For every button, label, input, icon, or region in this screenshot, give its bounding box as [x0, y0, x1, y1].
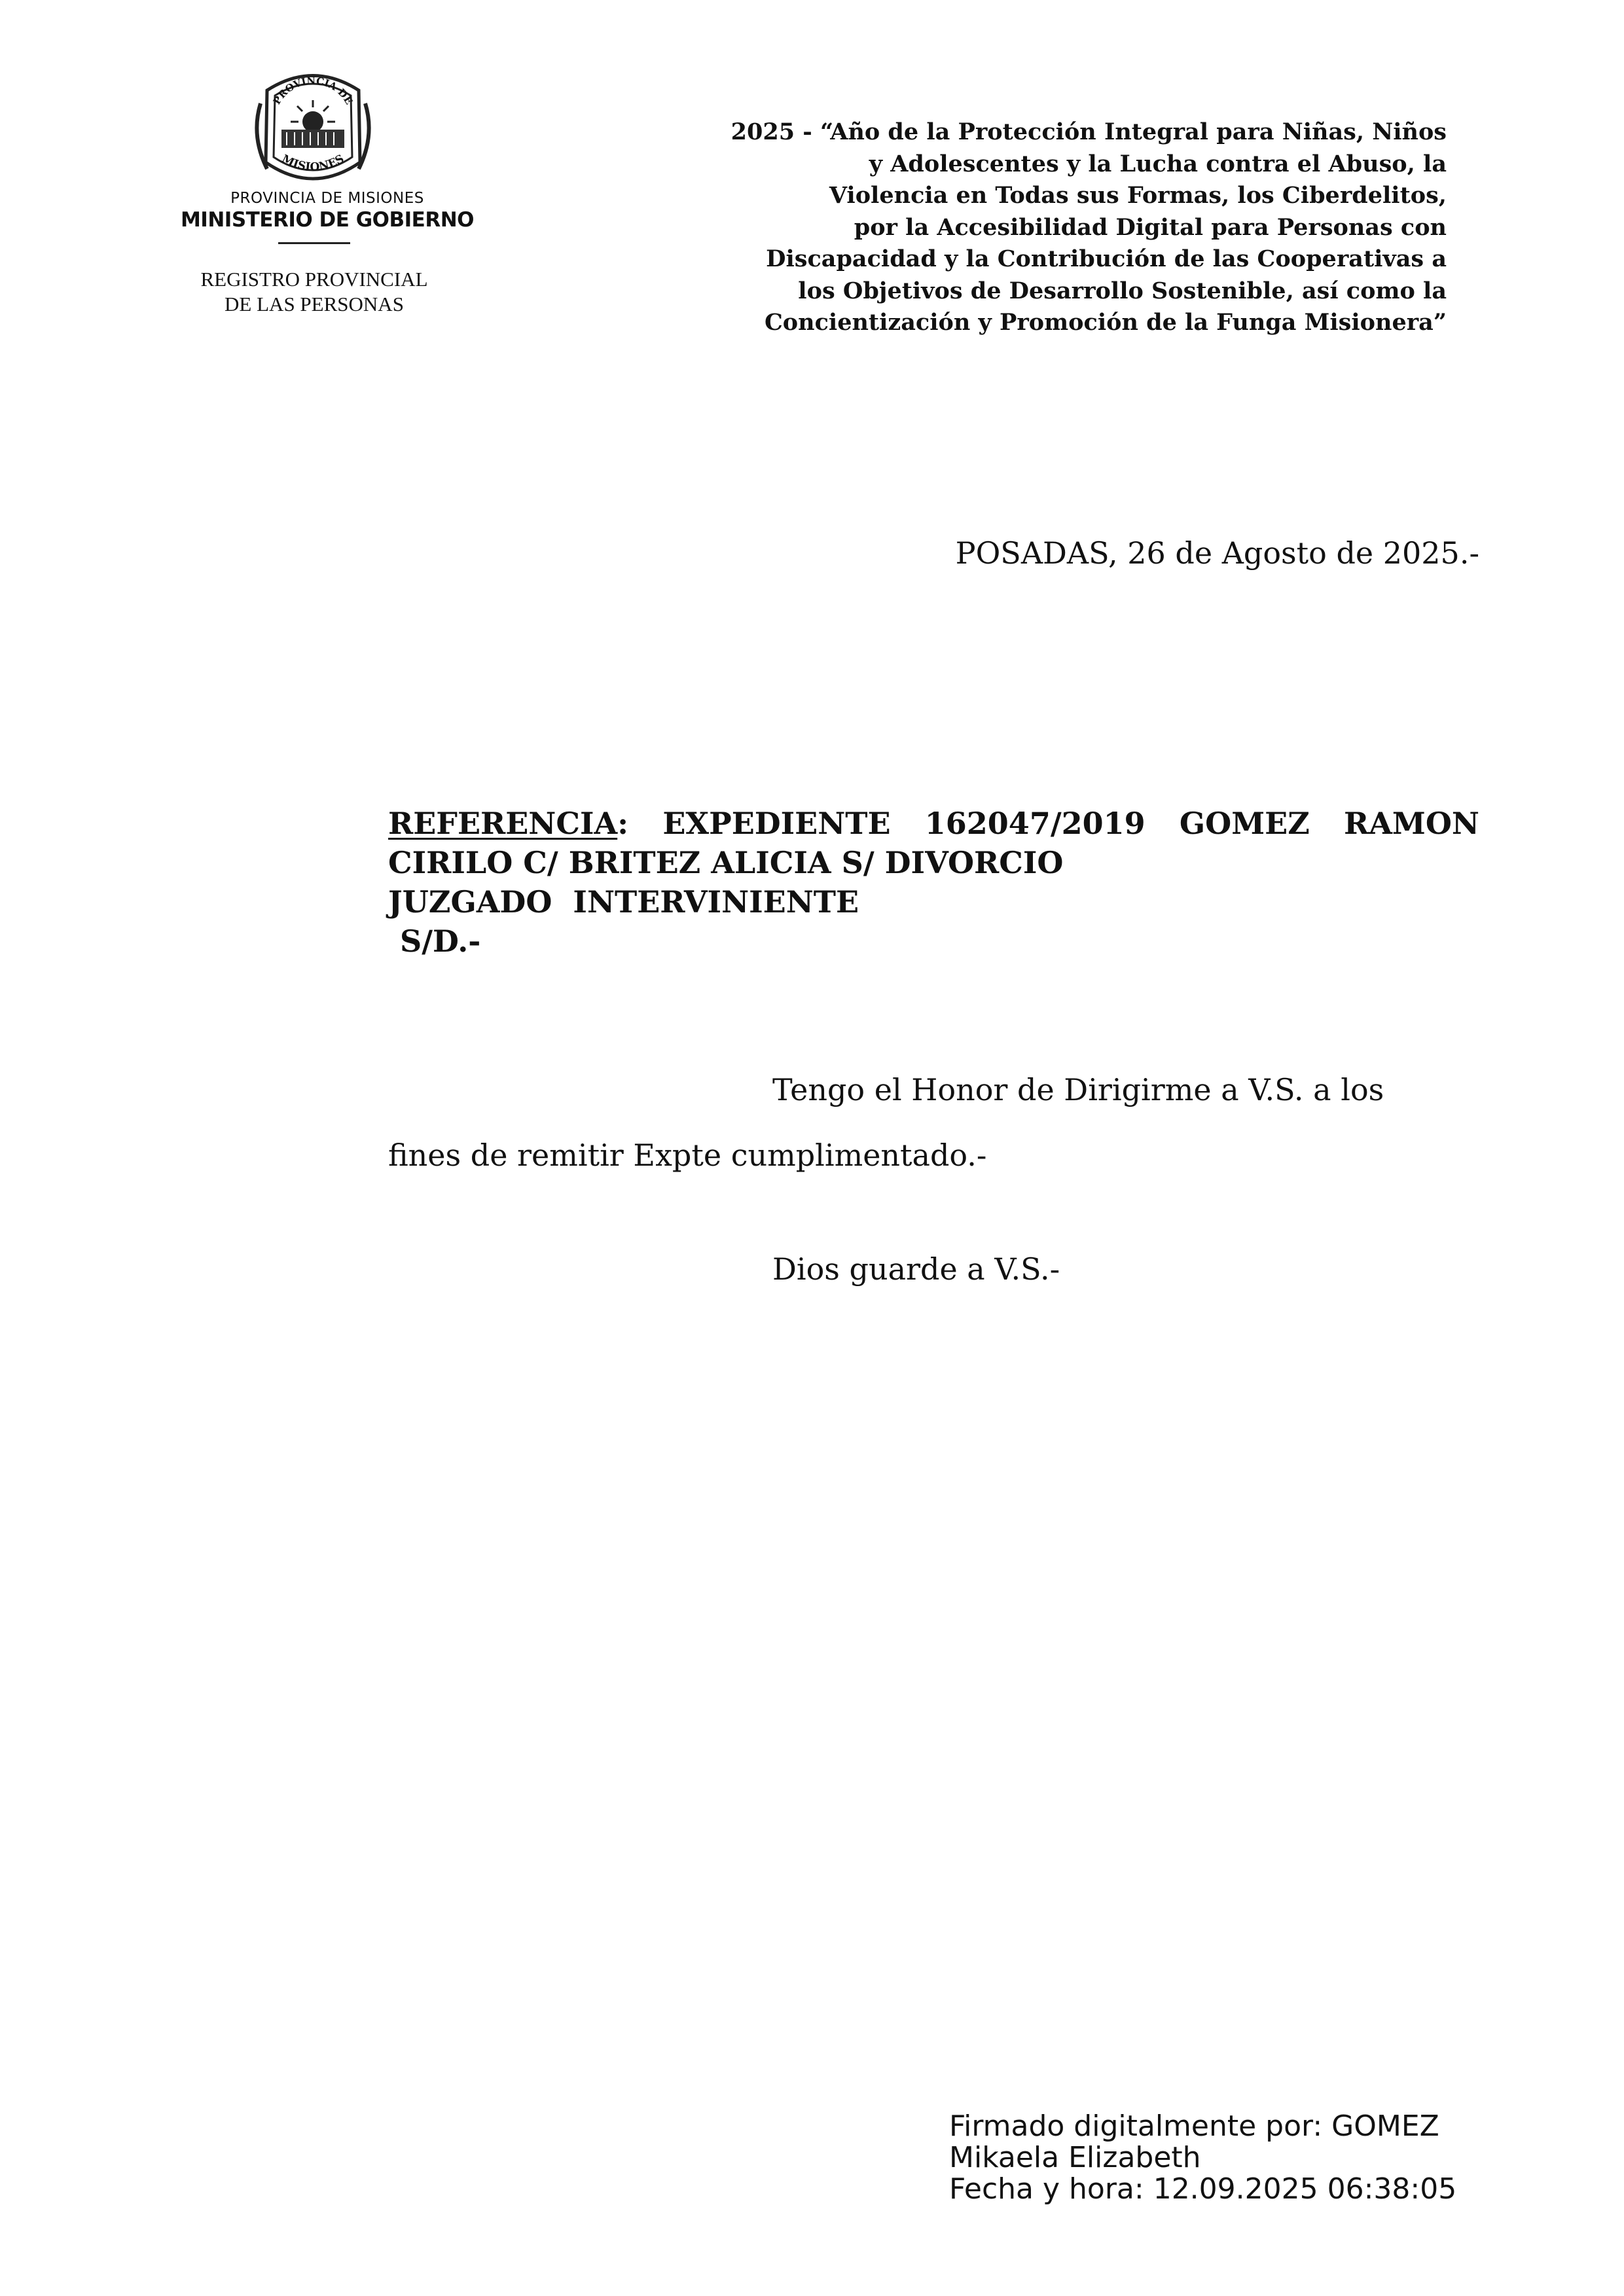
svg-text:MISIONES: MISIONES	[280, 152, 346, 174]
motto-line: 2025 - “Año de la Protección Integral para Niñas, Niños	[731, 118, 1447, 145]
motto-line: los Objetivos de Desarrollo Sostenible, así como la	[798, 277, 1447, 304]
reference-word: RAMON	[1343, 806, 1479, 841]
signature-signed-by: Firmado digitalmente por: GOMEZ	[949, 2109, 1439, 2143]
reference-block	[388, 804, 1479, 961]
body-paragraph-line2: fines de remitir Expte cumplimentado.-	[388, 1138, 987, 1173]
motto-line: por la Accesibilidad Digital para Personas con	[854, 213, 1447, 241]
body-paragraph-line1: Tengo el Honor de Dirigirme a V.S. a los	[772, 1072, 1384, 1107]
reference-line-2: CIRILO C/ BRITEZ ALICIA S/ DIVORCIO	[388, 845, 1064, 880]
motto-line: Concientización y Promoción de la Funga Misionera”	[764, 309, 1447, 336]
office-name-line1: REGISTRO PROVINCIAL	[200, 268, 428, 291]
reference-word: 162047/2019	[924, 806, 1146, 841]
year-motto	[609, 117, 1447, 339]
office-name-line2: DE LAS PERSONAS	[225, 293, 404, 315]
provincial-seal-logo	[247, 64, 378, 188]
digital-signature	[949, 2111, 1473, 2205]
signature-datetime: Fecha y hora: 12.09.2025 06:38:05	[949, 2172, 1457, 2206]
reference-court: JUZGADO INTERVINIENTE	[388, 884, 859, 920]
office-name	[170, 267, 458, 317]
ministry-name: MINISTERIO DE GOBIERNO	[180, 208, 475, 232]
letterhead-divider	[278, 242, 350, 244]
reference-label-group	[388, 804, 628, 843]
reference-colon: :	[617, 806, 629, 841]
reference-word: EXPEDIENTE	[662, 806, 891, 841]
signature-name: Mikaela Elizabeth	[949, 2141, 1201, 2174]
reference-line-1	[388, 804, 1479, 843]
place-and-date: POSADAS, 26 de Agosto de 2025.-	[955, 535, 1479, 571]
province-name: PROVINCIA DE MISIONES	[230, 190, 424, 207]
motto-line: Discapacidad y la Contribución de las Cooperativas a	[766, 245, 1447, 272]
svg-text:PROVINCIA DE: PROVINCIA DE	[270, 75, 355, 107]
closing-line: Dios guarde a V.S.-	[772, 1251, 1060, 1287]
motto-line: Violencia en Todas sus Formas, los Ciberdelitos,	[829, 182, 1447, 209]
reference-sd: S/D.-	[400, 924, 481, 959]
reference-label: REFERENCIA	[388, 806, 618, 841]
motto-line: y Adolescentes y la Lucha contra el Abuso, la	[869, 150, 1447, 177]
reference-word: GOMEZ	[1179, 806, 1310, 841]
